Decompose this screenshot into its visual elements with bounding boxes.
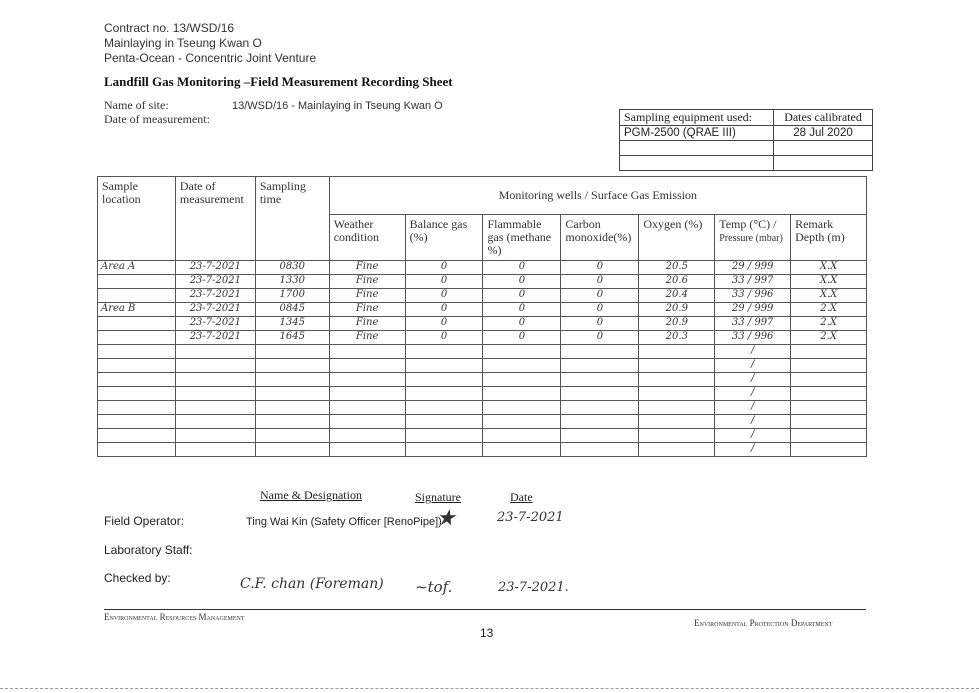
footer-left: Environmental Resources Management [104,612,245,622]
carbon-monoxide-cell [561,345,639,359]
balance-gas-header: Balance gas (%) [405,215,483,261]
carbon-monoxide-cell [561,401,639,415]
table-row [98,401,867,415]
site-name-value: 13/WSD/16 - Mainlaying in Tseung Kwan O [232,100,443,112]
flammable-gas-cell: 0 [483,303,561,317]
sample-location-cell [98,373,176,387]
weather-cell [329,359,405,373]
carbon-monoxide-cell: 0 [561,331,639,345]
balance-gas-cell: 0 [405,275,483,289]
remark-cell [791,443,867,457]
balance-gas-cell: 0 [405,289,483,303]
temp-pressure-cell: 33 / 996 [715,331,791,345]
oxygen-cell [639,373,715,387]
date-cell: 23-7-2021 [175,289,255,303]
equipment-row [620,141,873,156]
temp-pressure-cell: / [715,415,791,429]
date-cell [175,387,255,401]
checked-by-label: Checked by: [104,571,171,585]
sampling-time-cell [255,373,329,387]
oxygen-cell [639,359,715,373]
temp-header-label: Temp (°C) / [719,217,777,231]
carbon-monoxide-cell [561,359,639,373]
calibration-date [774,141,873,156]
table-row [98,373,867,387]
measurement-table [97,176,867,457]
sample-location-cell [98,387,176,401]
table-row [98,387,867,401]
weather-cell [329,373,405,387]
balance-gas-cell [405,401,483,415]
weather-cell [329,415,405,429]
flammable-gas-cell [483,401,561,415]
sample-location-cell: Area A [98,261,176,275]
remark-cell: X.X [791,261,867,275]
field-operator-date: 23-7-2021 [497,510,564,525]
temp-pressure-cell: / [715,345,791,359]
sample-location-cell [98,317,176,331]
flammable-gas-cell: 0 [483,331,561,345]
contract-number: Contract no. 13/WSD/16 [104,21,235,35]
calibration-date: 28 Jul 2020 [774,126,873,141]
table-row [98,443,867,457]
date-cell: 23-7-2021 [175,275,255,289]
date-header: Date of measurement [175,177,255,261]
temp-pressure-cell: / [715,387,791,401]
carbon-monoxide-cell: 0 [561,289,639,303]
sampling-time-cell [255,359,329,373]
sampling-time-cell: 1700 [255,289,329,303]
contract-header [104,21,316,66]
table-row [98,345,867,359]
balance-gas-cell: 0 [405,317,483,331]
sampling-time-cell [255,387,329,401]
equipment-row [620,126,873,141]
oxygen-cell: 20.5 [639,261,715,275]
oxygen-cell: 20.4 [639,289,715,303]
weather-cell: Fine [329,331,405,345]
table-row [98,317,867,331]
table-row [98,429,867,443]
sampling-time-cell [255,415,329,429]
sampling-time-cell: 1330 [255,275,329,289]
flammable-gas-cell [483,443,561,457]
table-row [98,331,867,345]
oxygen-header: Oxygen (%) [639,215,715,261]
temp-pressure-cell: 33 / 997 [715,275,791,289]
date-cell [175,429,255,443]
sampling-time-cell [255,345,329,359]
oxygen-cell: 20.9 [639,303,715,317]
measurement-date-label: Date of measurement: [104,112,210,126]
date-heading: Date [510,490,533,504]
carbon-monoxide-cell: 0 [561,275,639,289]
sample-location-cell [98,443,176,457]
equipment-header: Sampling equipment used: [620,110,774,126]
oxygen-cell: 20.3 [639,331,715,345]
weather-cell: Fine [329,275,405,289]
oxygen-cell [639,387,715,401]
carbon-monoxide-cell [561,429,639,443]
balance-gas-cell [405,345,483,359]
sampling-time-cell [255,443,329,457]
flammable-gas-cell: 0 [483,275,561,289]
oxygen-cell [639,429,715,443]
remark-cell: X.X [791,289,867,303]
equipment-name [620,141,774,156]
remark-cell: 2.X [791,303,867,317]
calibration-date [774,156,873,171]
remark-header: Remark Depth (m) [791,215,867,261]
sampling-time-cell [255,429,329,443]
weather-cell: Fine [329,261,405,275]
temp-pressure-header [715,215,791,261]
temp-pressure-cell: / [715,373,791,387]
sample-location-cell [98,345,176,359]
pressure-header-label: Pressure (mbar) [719,233,783,244]
checked-by-name: C.F. chan (Foreman) [240,576,384,592]
footer-right: Environmental Protection Department [694,618,833,628]
lab-staff-label: Laboratory Staff: [104,543,193,557]
footer-rule [104,609,866,610]
name-designation-heading: Name & Designation [260,488,362,502]
equipment-name: PGM-2500 (QRAE III) [620,126,774,141]
carbon-monoxide-cell [561,373,639,387]
carbon-monoxide-cell [561,415,639,429]
oxygen-cell [639,415,715,429]
sampling-time-cell: 0830 [255,261,329,275]
carbon-monoxide-cell: 0 [561,261,639,275]
field-operator-label: Field Operator: [104,514,185,528]
table-row [98,261,867,275]
remark-cell: X.X [791,275,867,289]
remark-cell: 2.X [791,317,867,331]
date-cell [175,345,255,359]
date-cell [175,415,255,429]
weather-cell: Fine [329,289,405,303]
weather-header: Weather condition [329,215,405,261]
remark-cell: 2.X [791,331,867,345]
equipment-row [620,156,873,171]
temp-pressure-cell: 29 / 999 [715,261,791,275]
weather-cell: Fine [329,317,405,331]
sampling-time-header: Sampling time [255,177,329,261]
calibration-header: Dates calibrated [774,110,873,126]
date-cell: 23-7-2021 [175,261,255,275]
weather-cell: Fine [329,303,405,317]
balance-gas-cell [405,443,483,457]
flammable-gas-cell: 0 [483,261,561,275]
balance-gas-cell [405,429,483,443]
temp-pressure-cell: / [715,429,791,443]
date-cell [175,401,255,415]
balance-gas-cell [405,373,483,387]
table-row [98,275,867,289]
flammable-gas-cell [483,359,561,373]
scan-edge-line [0,688,979,689]
temp-pressure-cell: / [715,401,791,415]
signature-heading: Signature [415,490,461,504]
equipment-name [620,156,774,171]
remark-cell [791,415,867,429]
table-row [98,303,867,317]
balance-gas-cell [405,387,483,401]
sampling-time-cell: 0845 [255,303,329,317]
balance-gas-cell [405,415,483,429]
flammable-gas-cell: 0 [483,317,561,331]
equipment-table [619,109,873,171]
sample-location-cell [98,331,176,345]
temp-pressure-cell: 33 / 996 [715,289,791,303]
oxygen-cell [639,443,715,457]
sample-location-cell [98,429,176,443]
field-operator-name: Ting Wai Kin (Safety Officer [RenoPipe]) [246,516,442,528]
field-operator-signature: ★ [436,506,456,531]
site-name-label: Name of site: [104,98,169,112]
flammable-gas-cell [483,345,561,359]
remark-cell [791,429,867,443]
balance-gas-cell: 0 [405,331,483,345]
sample-location-cell [98,401,176,415]
date-cell [175,443,255,457]
remark-cell [791,387,867,401]
date-cell: 23-7-2021 [175,317,255,331]
date-cell [175,359,255,373]
sampling-time-cell: 1345 [255,317,329,331]
sample-location-cell [98,275,176,289]
flammable-gas-cell [483,415,561,429]
measurement-rows [98,261,867,457]
flammable-gas-cell [483,387,561,401]
oxygen-cell [639,401,715,415]
carbon-monoxide-cell [561,443,639,457]
carbon-monoxide-header: Carbon monoxide(%) [561,215,639,261]
sampling-time-cell: 1645 [255,331,329,345]
sample-location-header: Sample location [98,177,176,261]
remark-cell [791,345,867,359]
sample-location-cell [98,289,176,303]
temp-pressure-cell: / [715,359,791,373]
page-number: 13 [480,626,494,640]
weather-cell [329,345,405,359]
carbon-monoxide-cell: 0 [561,303,639,317]
date-cell [175,373,255,387]
page-title: Landfill Gas Monitoring –Field Measurement Recording Sheet [104,74,453,89]
remark-cell [791,373,867,387]
temp-pressure-cell: / [715,443,791,457]
weather-cell [329,387,405,401]
table-row [98,415,867,429]
weather-cell [329,429,405,443]
temp-pressure-cell: 33 / 997 [715,317,791,331]
date-cell: 23-7-2021 [175,303,255,317]
sample-location-cell: Area B [98,303,176,317]
sampling-time-cell [255,401,329,415]
flammable-gas-cell: 0 [483,289,561,303]
temp-pressure-cell: 29 / 999 [715,303,791,317]
flammable-gas-cell [483,429,561,443]
project-name: Mainlaying in Tseung Kwan O [104,36,262,50]
balance-gas-cell [405,359,483,373]
contractor-name: Penta-Ocean - Concentric Joint Venture [104,51,317,65]
remark-cell [791,359,867,373]
sample-location-cell [98,359,176,373]
weather-cell [329,401,405,415]
oxygen-cell [639,345,715,359]
flammable-gas-header: Flammable gas (methane %) [483,215,561,261]
remark-cell [791,401,867,415]
oxygen-cell: 20.6 [639,275,715,289]
checked-by-signature: ~tof. [415,578,453,596]
flammable-gas-cell [483,373,561,387]
checked-by-date: 23-7-2021. [498,580,569,595]
carbon-monoxide-cell: 0 [561,317,639,331]
table-row [98,289,867,303]
balance-gas-cell: 0 [405,261,483,275]
date-cell: 23-7-2021 [175,331,255,345]
sample-location-cell [98,415,176,429]
table-row [98,359,867,373]
carbon-monoxide-cell [561,387,639,401]
balance-gas-cell: 0 [405,303,483,317]
monitoring-group-header: Monitoring wells / Surface Gas Emission [329,177,866,215]
weather-cell [329,443,405,457]
oxygen-cell: 20.9 [639,317,715,331]
